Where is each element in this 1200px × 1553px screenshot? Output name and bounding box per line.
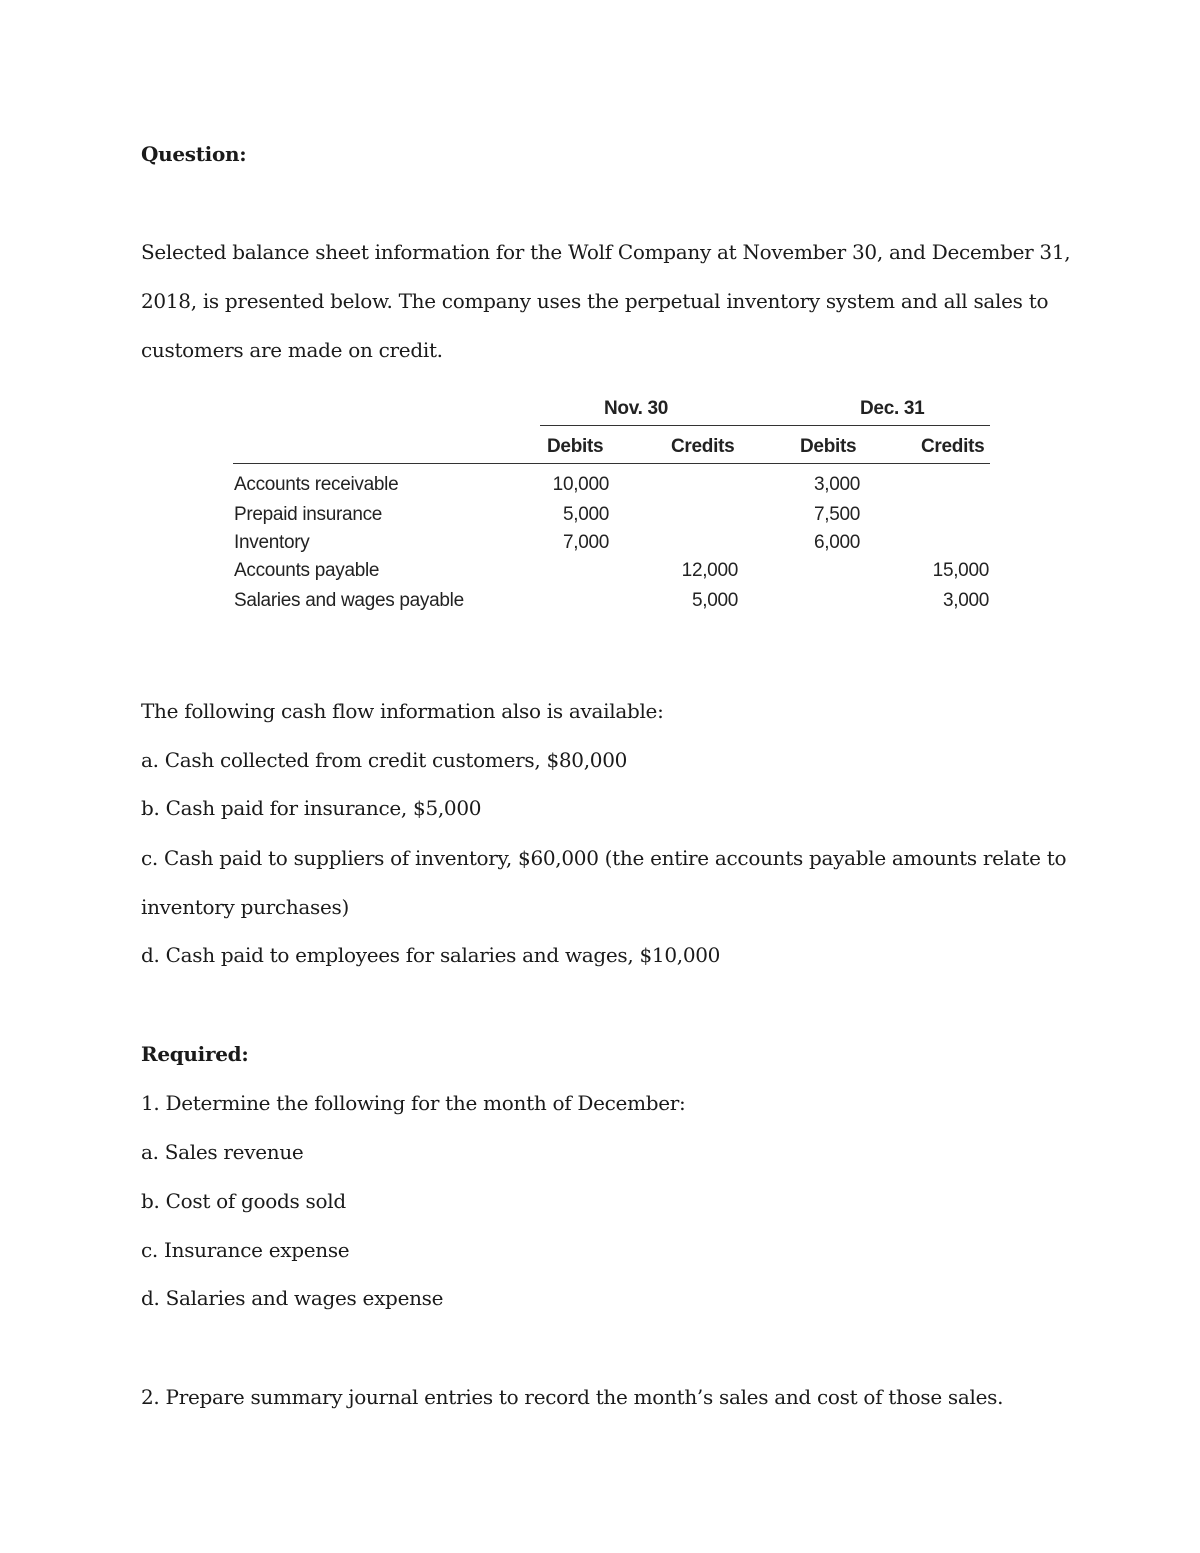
col-header-nov-debits: Debits [547,436,604,457]
cell-dec-debit: 6,000 [813,532,860,553]
cash-flow-item-a: a. Cash collected from credit customers, $80,000 [141,748,628,772]
cell-dec-credit: 15,000 [932,560,989,581]
row-label: Salaries and wages payable [234,590,464,611]
intro-line-2: 2018, is presented below. The company uses the perpetual inventory system and all sales to [141,289,1049,313]
col-header-nov-credits: Credits [671,436,735,457]
required-heading: Required: [141,1042,249,1066]
header-rule [233,463,990,464]
cash-flow-intro: The following cash flow information also is available: [141,699,664,723]
row-label: Accounts payable [234,560,380,581]
col-header-dec-debits: Debits [800,436,857,457]
cell-dec-credit: 3,000 [942,590,989,611]
row-label: Inventory [234,532,310,553]
intro-line-1: Selected balance sheet information for the Wolf Company at November 30, and December 31, [141,240,1071,264]
cash-flow-item-c-line-1: c. Cash paid to suppliers of inventory, $60,000 (the entire accounts payable amounts relate to [141,846,1067,870]
row-label: Prepaid insurance [234,504,383,525]
required-item-2: 2. Prepare summary journal entries to record the month’s sales and cost of those sales. [141,1385,1004,1409]
question-heading: Question: [141,142,247,166]
required-item-b: b. Cost of goods sold [141,1189,346,1213]
required-item-d: d. Salaries and wages expense [141,1286,444,1310]
group-header-nov: Nov. 30 [604,398,669,419]
required-item-c: c. Insurance expense [141,1238,350,1262]
required-item-1: 1. Determine the following for the month of December: [141,1091,686,1115]
cell-nov-debit: 10,000 [552,474,609,495]
intro-line-3: customers are made on credit. [141,338,443,362]
cell-nov-debit: 7,000 [562,532,609,553]
cell-nov-credit: 12,000 [681,560,738,581]
cash-flow-item-c-line-2: inventory purchases) [141,895,350,919]
cash-flow-item-d: d. Cash paid to employees for salaries and wages, $10,000 [141,943,721,967]
col-header-dec-credits: Credits [921,436,985,457]
group-header-rule [540,425,990,426]
cell-dec-debit: 3,000 [813,474,860,495]
group-header-dec: Dec. 31 [860,398,925,419]
cell-dec-debit: 7,500 [813,504,860,525]
required-item-a: a. Sales revenue [141,1140,304,1164]
row-label: Accounts receivable [234,474,399,495]
cell-nov-credit: 5,000 [691,590,738,611]
cash-flow-item-b: b. Cash paid for insurance, $5,000 [141,796,482,820]
cell-nov-debit: 5,000 [562,504,609,525]
